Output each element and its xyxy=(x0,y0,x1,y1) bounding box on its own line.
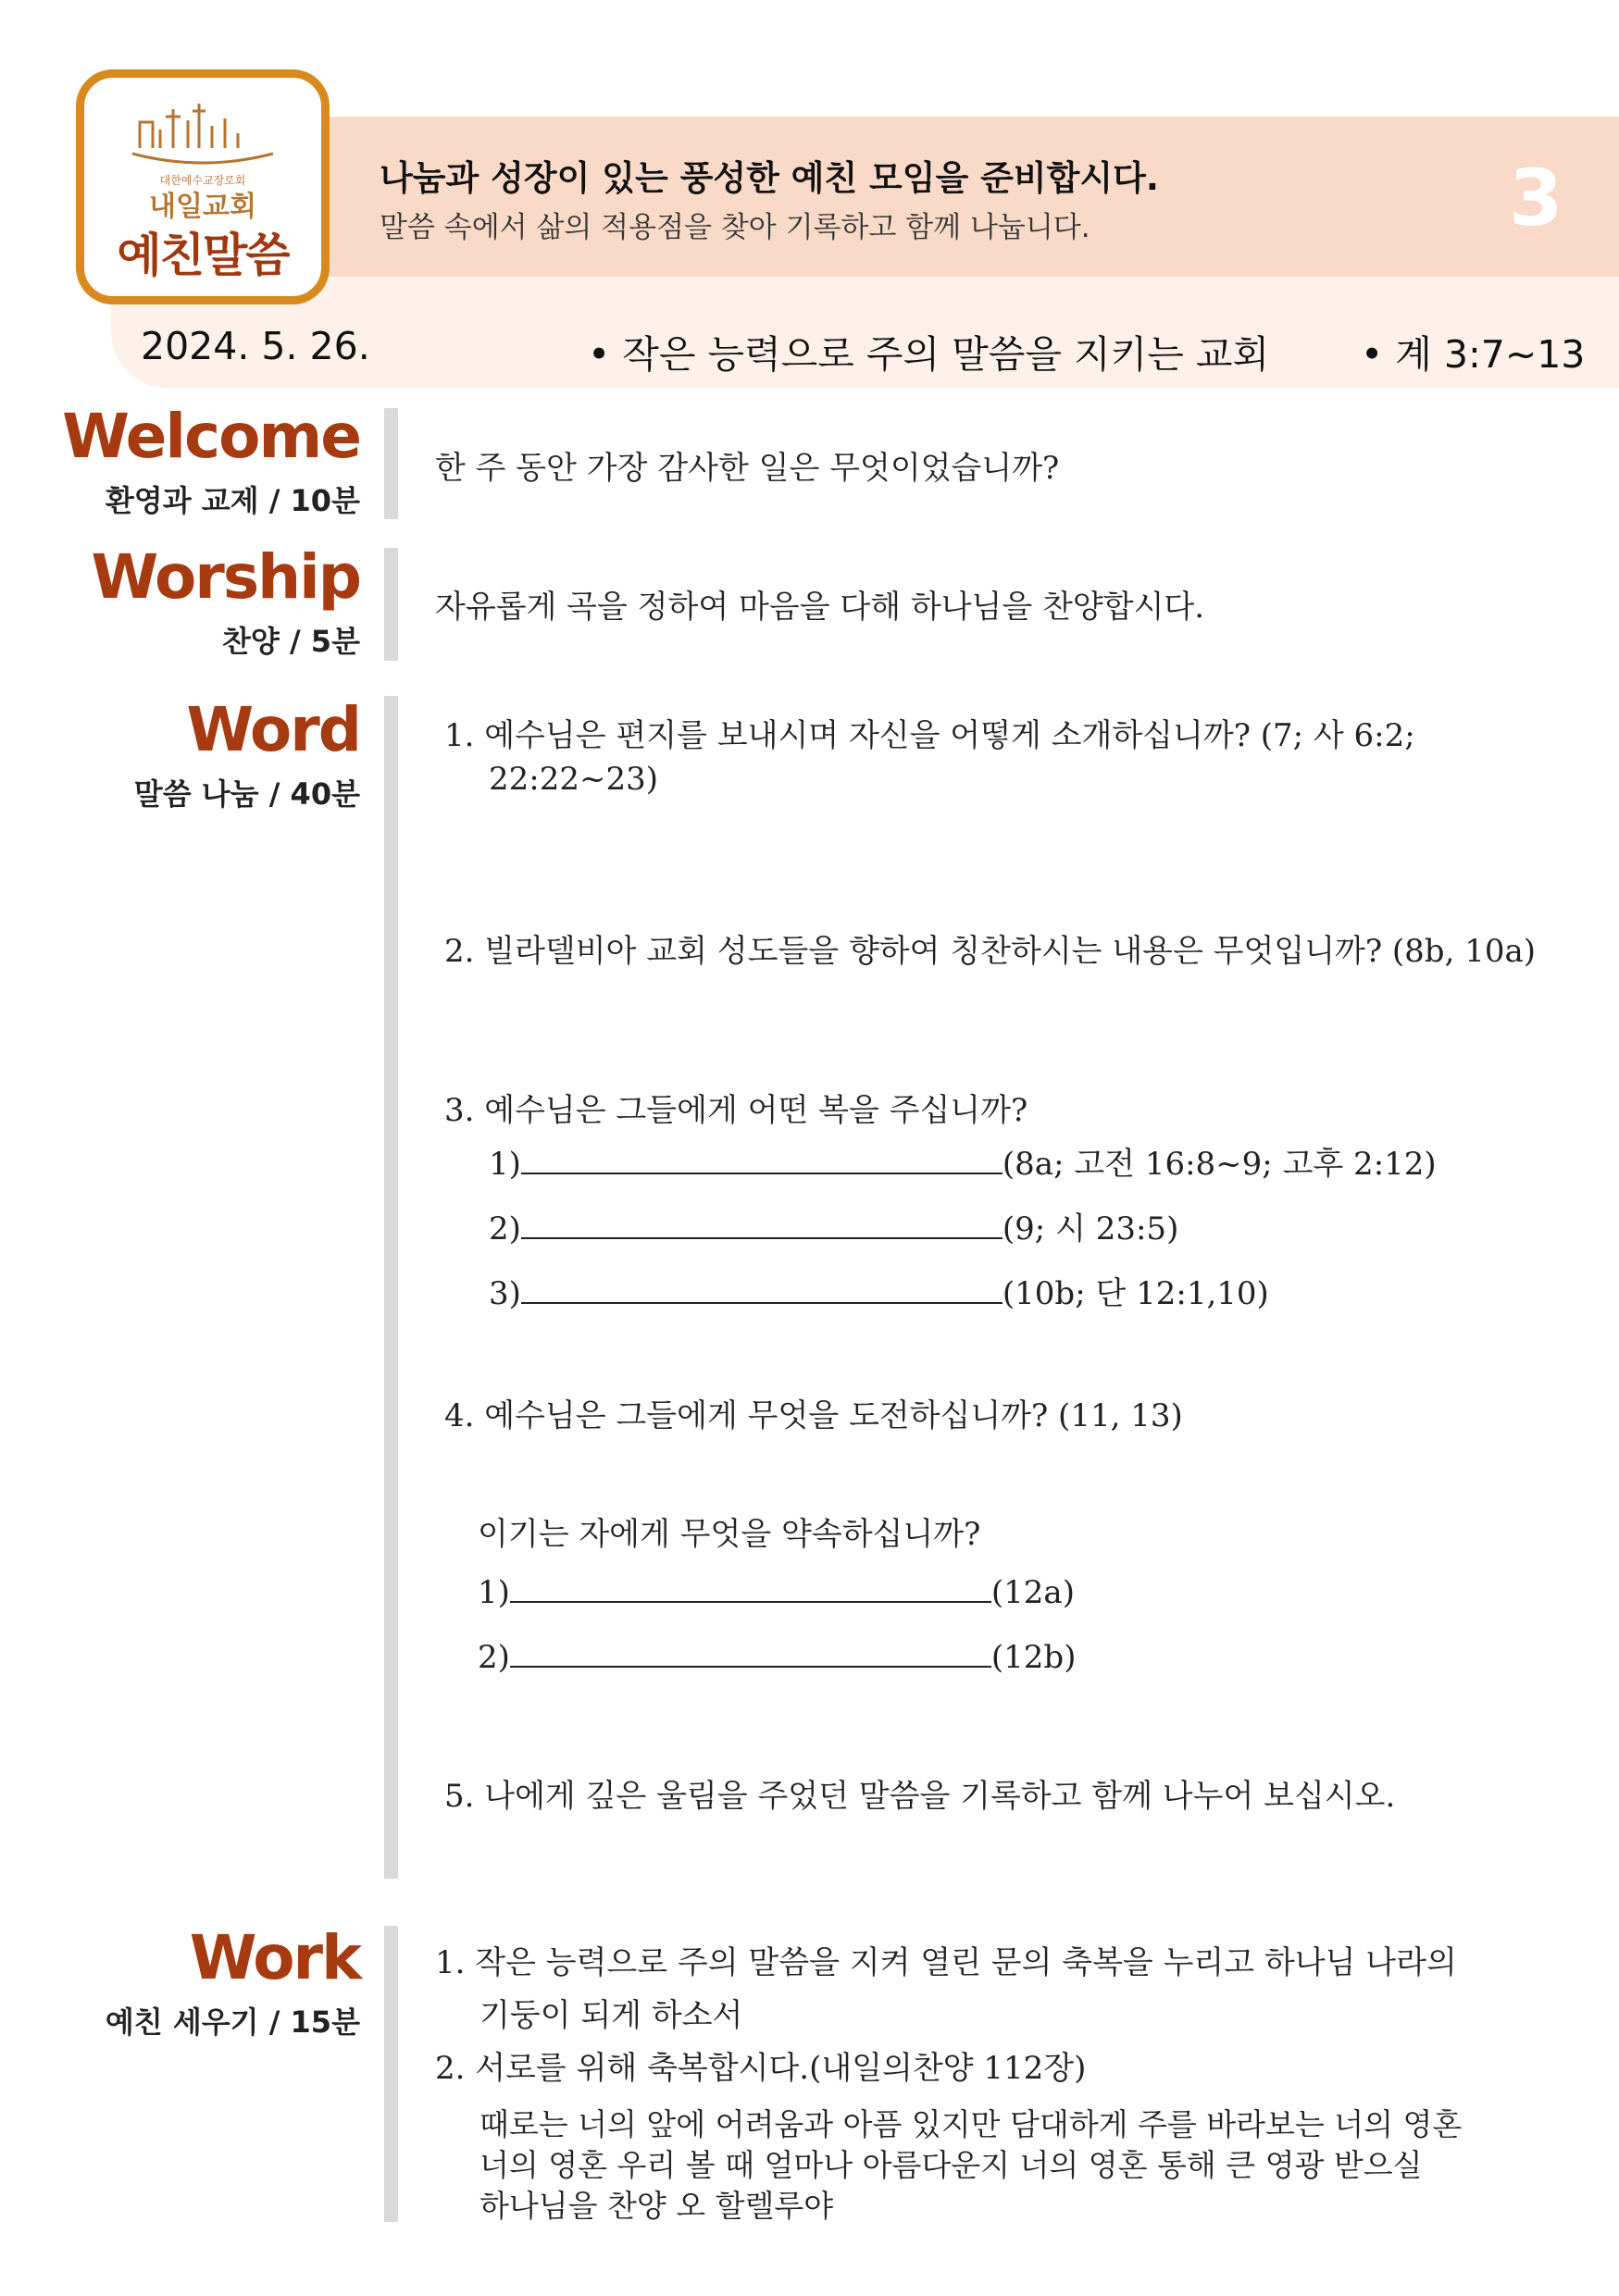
word-question-1: 1. 예수님은 편지를 보내시며 자신을 어떻게 소개하십니까? (7; 사 6:2; xyxy=(444,717,1415,754)
logo xyxy=(76,69,330,304)
answer-number: 1) xyxy=(489,1146,521,1183)
logo-church-name: 내일교회 xyxy=(149,191,256,223)
word-question-4-sub: 이기는 자에게 무엇을 약속하십니까? xyxy=(478,1516,981,1553)
worship-sublabel: 찬양 / 5분 xyxy=(222,624,360,659)
answer-reference: (8a; 고전 16:8~9; 고후 2:12) xyxy=(1002,1146,1437,1183)
section-bar xyxy=(384,548,398,661)
welcome-label: Welcome xyxy=(62,401,360,472)
word-label: Word xyxy=(186,694,360,765)
section-bar xyxy=(384,1926,398,2222)
work-item-2: 2. 서로를 위해 축복합시다.(내일의찬양 112장) xyxy=(435,2050,1087,2087)
church-skyline-icon xyxy=(121,102,284,174)
word-question-4: 4. 예수님은 그들에게 무엇을 도전하십니까? (11, 13) xyxy=(444,1397,1183,1434)
welcome-sublabel: 환영과 교제 / 10분 xyxy=(105,483,360,518)
answer-line xyxy=(489,1268,1269,1313)
answer-number: 2) xyxy=(478,1639,510,1676)
answer-line xyxy=(489,1138,1437,1184)
logo-title: 예친말씀 xyxy=(117,229,289,282)
word-question-2: 2. 빌라델비아 교회 성도들을 향하여 칭찬하시는 내용은 무엇입니까? (8b, 10a) xyxy=(444,933,1536,970)
header-title: 나눔과 성장이 있는 풍성한 예친 모임을 준비합시다. xyxy=(380,158,1159,198)
answer-number: 2) xyxy=(489,1210,521,1247)
worship-text: 자유롭게 곡을 정하여 마음을 다해 하나님을 찬양합시다. xyxy=(435,589,1205,626)
answer-number: 1) xyxy=(478,1574,510,1611)
answer-line xyxy=(489,1203,1178,1248)
answer-reference: (12b) xyxy=(990,1639,1077,1676)
answer-blank xyxy=(510,1573,991,1603)
word-question-1-cont: 22:22~23) xyxy=(489,761,658,798)
work-item-1-cont: 기둥이 되게 하소서 xyxy=(479,1997,743,2034)
welcome-text: 한 주 동안 가장 감사한 일은 무엇이었습니까? xyxy=(435,450,1060,487)
answer-number: 3) xyxy=(489,1275,521,1312)
answer-blank xyxy=(510,1638,991,1668)
answer-reference: (12a) xyxy=(990,1574,1075,1611)
hymn-lyric-line: 너의 영혼 우리 볼 때 얼마나 아름다운지 너의 영혼 통해 큰 영광 받으실 xyxy=(479,2147,1423,2183)
answer-line xyxy=(478,1573,1075,1611)
work-item-1: 1. 작은 능력으로 주의 말씀을 지켜 열린 문의 축복을 누리고 하나님 나라의 xyxy=(435,1944,1457,1981)
worship-label: Worship xyxy=(91,541,360,613)
answer-reference: (9; 시 23:5) xyxy=(1002,1210,1179,1247)
hymn-lyric-line: 하나님을 찬양 오 할렐루야 xyxy=(479,2188,834,2224)
date: 2024. 5. 26. xyxy=(141,324,370,368)
work-sublabel: 예친 세우기 / 15분 xyxy=(105,2004,360,2040)
scripture-reference: • 계 3:7~13 xyxy=(1361,332,1586,377)
work-label: Work xyxy=(189,1922,360,1993)
word-question-3: 3. 예수님은 그들에게 어떤 복을 주십니까? xyxy=(444,1092,1028,1129)
word-question-5: 5. 나에게 깊은 울림을 주었던 말씀을 기록하고 함께 나누어 보십시오. xyxy=(444,1778,1396,1815)
answer-blank xyxy=(521,1274,1003,1304)
header-subtitle: 말씀 속에서 삶의 적용점을 찾아 기록하고 함께 나눕니다. xyxy=(380,211,1090,244)
answer-blank xyxy=(521,1210,1003,1239)
answer-line xyxy=(478,1638,1076,1676)
word-sublabel: 말씀 나눔 / 40분 xyxy=(133,776,360,812)
section-bar xyxy=(384,408,398,519)
hymn-lyric-line: 때로는 너의 앞에 어려움과 아픔 있지만 담대하게 주를 바라보는 너의 영혼 xyxy=(479,2106,1463,2142)
answer-reference: (10b; 단 12:1,10) xyxy=(1002,1275,1269,1312)
page-number: 3 xyxy=(1509,153,1563,243)
section-bar xyxy=(384,696,398,1879)
sermon-topic: • 작은 능력으로 주의 말씀을 지키는 교회 xyxy=(588,332,1270,377)
logo-subtitle: 대한예수교장로회 xyxy=(159,174,246,187)
answer-blank xyxy=(521,1145,1003,1174)
